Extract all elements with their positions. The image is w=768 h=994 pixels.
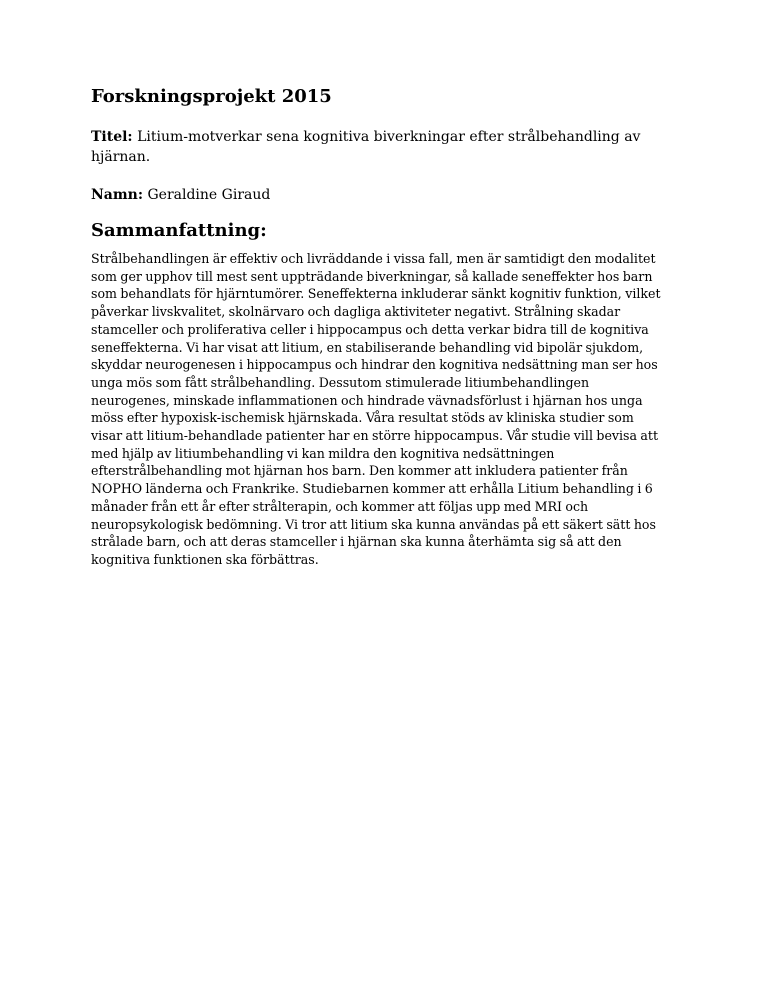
summary-heading: Sammanfattning: bbox=[91, 220, 267, 241]
summary-text: Strålbehandlingen är effektiv och livräddande i vissa fall, men är samtidigt den modalitet som ger upphov till mest sent uppträdande biverkningar, så kallade seneffekter hos barn som behandlats för hjärntumörer. Seneffekterna inkluderar sänkt kognitiv funktion, vilket påverkar livskvalitet, skolnärvaro och dagliga aktiviteter negativt. Strålning skadar stamceller och proliferativa celler i hippocampus och detta verkar bidra till de kognitiva seneffekterna. Vi har visat att litium, en stabiliserande behandling vid bipolär sjukdom, skyddar neurogenesen i hippocampus och hindrar den kognitiva nedsättning man ser hos unga mös som fått strålbehandling. Dessutom stimulerade litiumbehandlingen neurogenes, minskade inflammationen och hindrade vävnadsförlust i hjärnan hos unga möss efter hypoxisk-ischemisk hjärnskada. Våra resultat stöds av kliniska studier som visar att litium-behandlade patienter har en större hippocampus. Vår studie vill bevisa att med hjälp av litiumbehandling vi kan mildra den kognitiva nedsättningen efterstrålbehandling mot hjärnan hos barn. Den kommer att inkludera patienter från NOPHO länderna och Frankrike. Studiebarnen kommer att erhålla Litium behandling i 6 månader från ett år efter strålterapin, och kommer att följas upp med MRI och neuropsykologisk bedömning. Vi tror att litium ska kunna användas på ett säkert sätt hos strålade barn, och att deras stamceller i hjärnan ska kunna återhämta sig så att den kognitiva funktionen ska förbättras. bbox=[91, 251, 661, 567]
name-label: Namn: bbox=[91, 187, 144, 203]
document-page bbox=[91, 84, 681, 569]
title-value: Litium-motverkar sena kognitiva biverkningar efter strålbehandling av hjärnan. bbox=[91, 129, 641, 165]
project-name bbox=[91, 185, 681, 205]
name-value: Geraldine Giraud bbox=[147, 187, 271, 203]
document-heading: Forskningsprojekt 2015 bbox=[91, 86, 332, 107]
title-label: Titel: bbox=[91, 129, 133, 145]
project-title bbox=[91, 127, 681, 167]
